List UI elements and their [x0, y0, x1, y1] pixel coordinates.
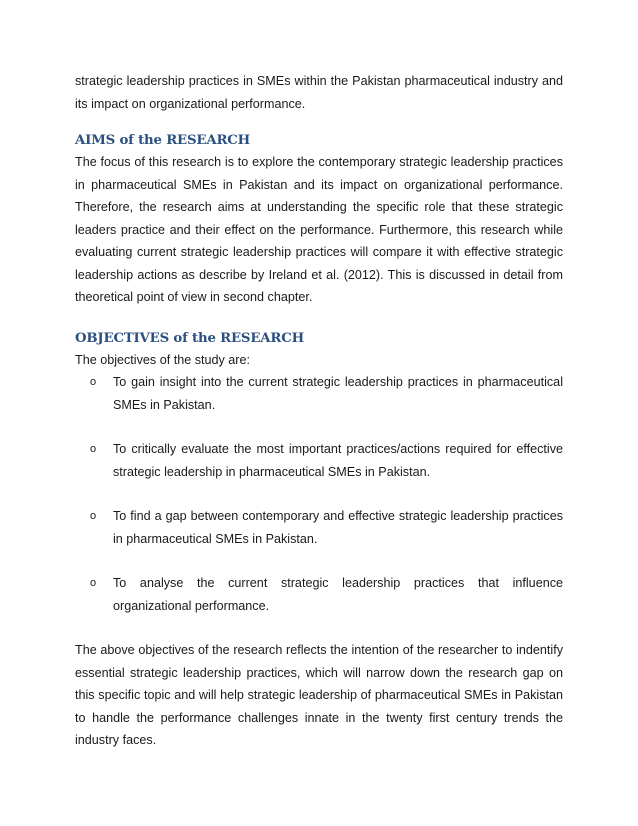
list-item	[75, 505, 563, 550]
conclusion-paragraph: The above objectives of the research reflects the intention of the researcher to indentify essential strategic leadership practices, which will narrow down the research gap on this specific topic and will help strategic leadership of pharmaceutical SMEs in Pakistan to handle the performance challenges innate in the twenty first century trends the industry faces.	[75, 643, 563, 747]
objectives-heading: OBJECTIVES of the RESEARCH	[75, 330, 304, 346]
objective-text: To analyse the current strategic leadership practices that influence organizational performance.	[113, 576, 563, 613]
opening-paragraph: strategic leadership practices in SMEs within the Pakistan pharmaceutical industry and its impact on organizational performance.	[75, 74, 563, 111]
objectives-intro: The objectives of the study are:	[75, 352, 251, 367]
list-item	[75, 371, 563, 416]
objectives-list	[75, 371, 563, 617]
hollow-bullet-icon: o	[90, 577, 97, 589]
objective-text: To gain insight into the current strategic leadership practices in pharmaceutical SMEs in Pakistan.	[113, 375, 563, 412]
objective-text: To find a gap between contemporary and effective strategic leadership practices in pharmaceutical SMEs in Pakistan.	[113, 509, 563, 546]
hollow-bullet-icon: o	[90, 376, 97, 388]
hollow-bullet-icon: o	[90, 443, 97, 455]
hollow-bullet-icon: o	[90, 510, 97, 522]
document-page	[75, 70, 563, 752]
list-item	[75, 572, 563, 617]
aims-paragraph: The focus of this research is to explore the contemporary strategic leadership practices in pharmaceutical SMEs in Pakistan and its impact on organizational performance. Therefore, the research aims at understanding the specific role that these strategic leaders practice and their effect on the performance. Furthermore, this research while evaluating current strategic leadership practices will compare it with effective strategic leadership actions as describe by Ireland et al. (2012). This is discussed in detail from theoretical point of view in second chapter.	[75, 155, 563, 304]
objective-text: To critically evaluate the most important practices/actions required for effective strategic leadership in pharmaceutical SMEs in Pakistan.	[113, 442, 563, 479]
aims-heading: AIMS of the RESEARCH	[75, 133, 251, 148]
list-item	[75, 438, 563, 483]
